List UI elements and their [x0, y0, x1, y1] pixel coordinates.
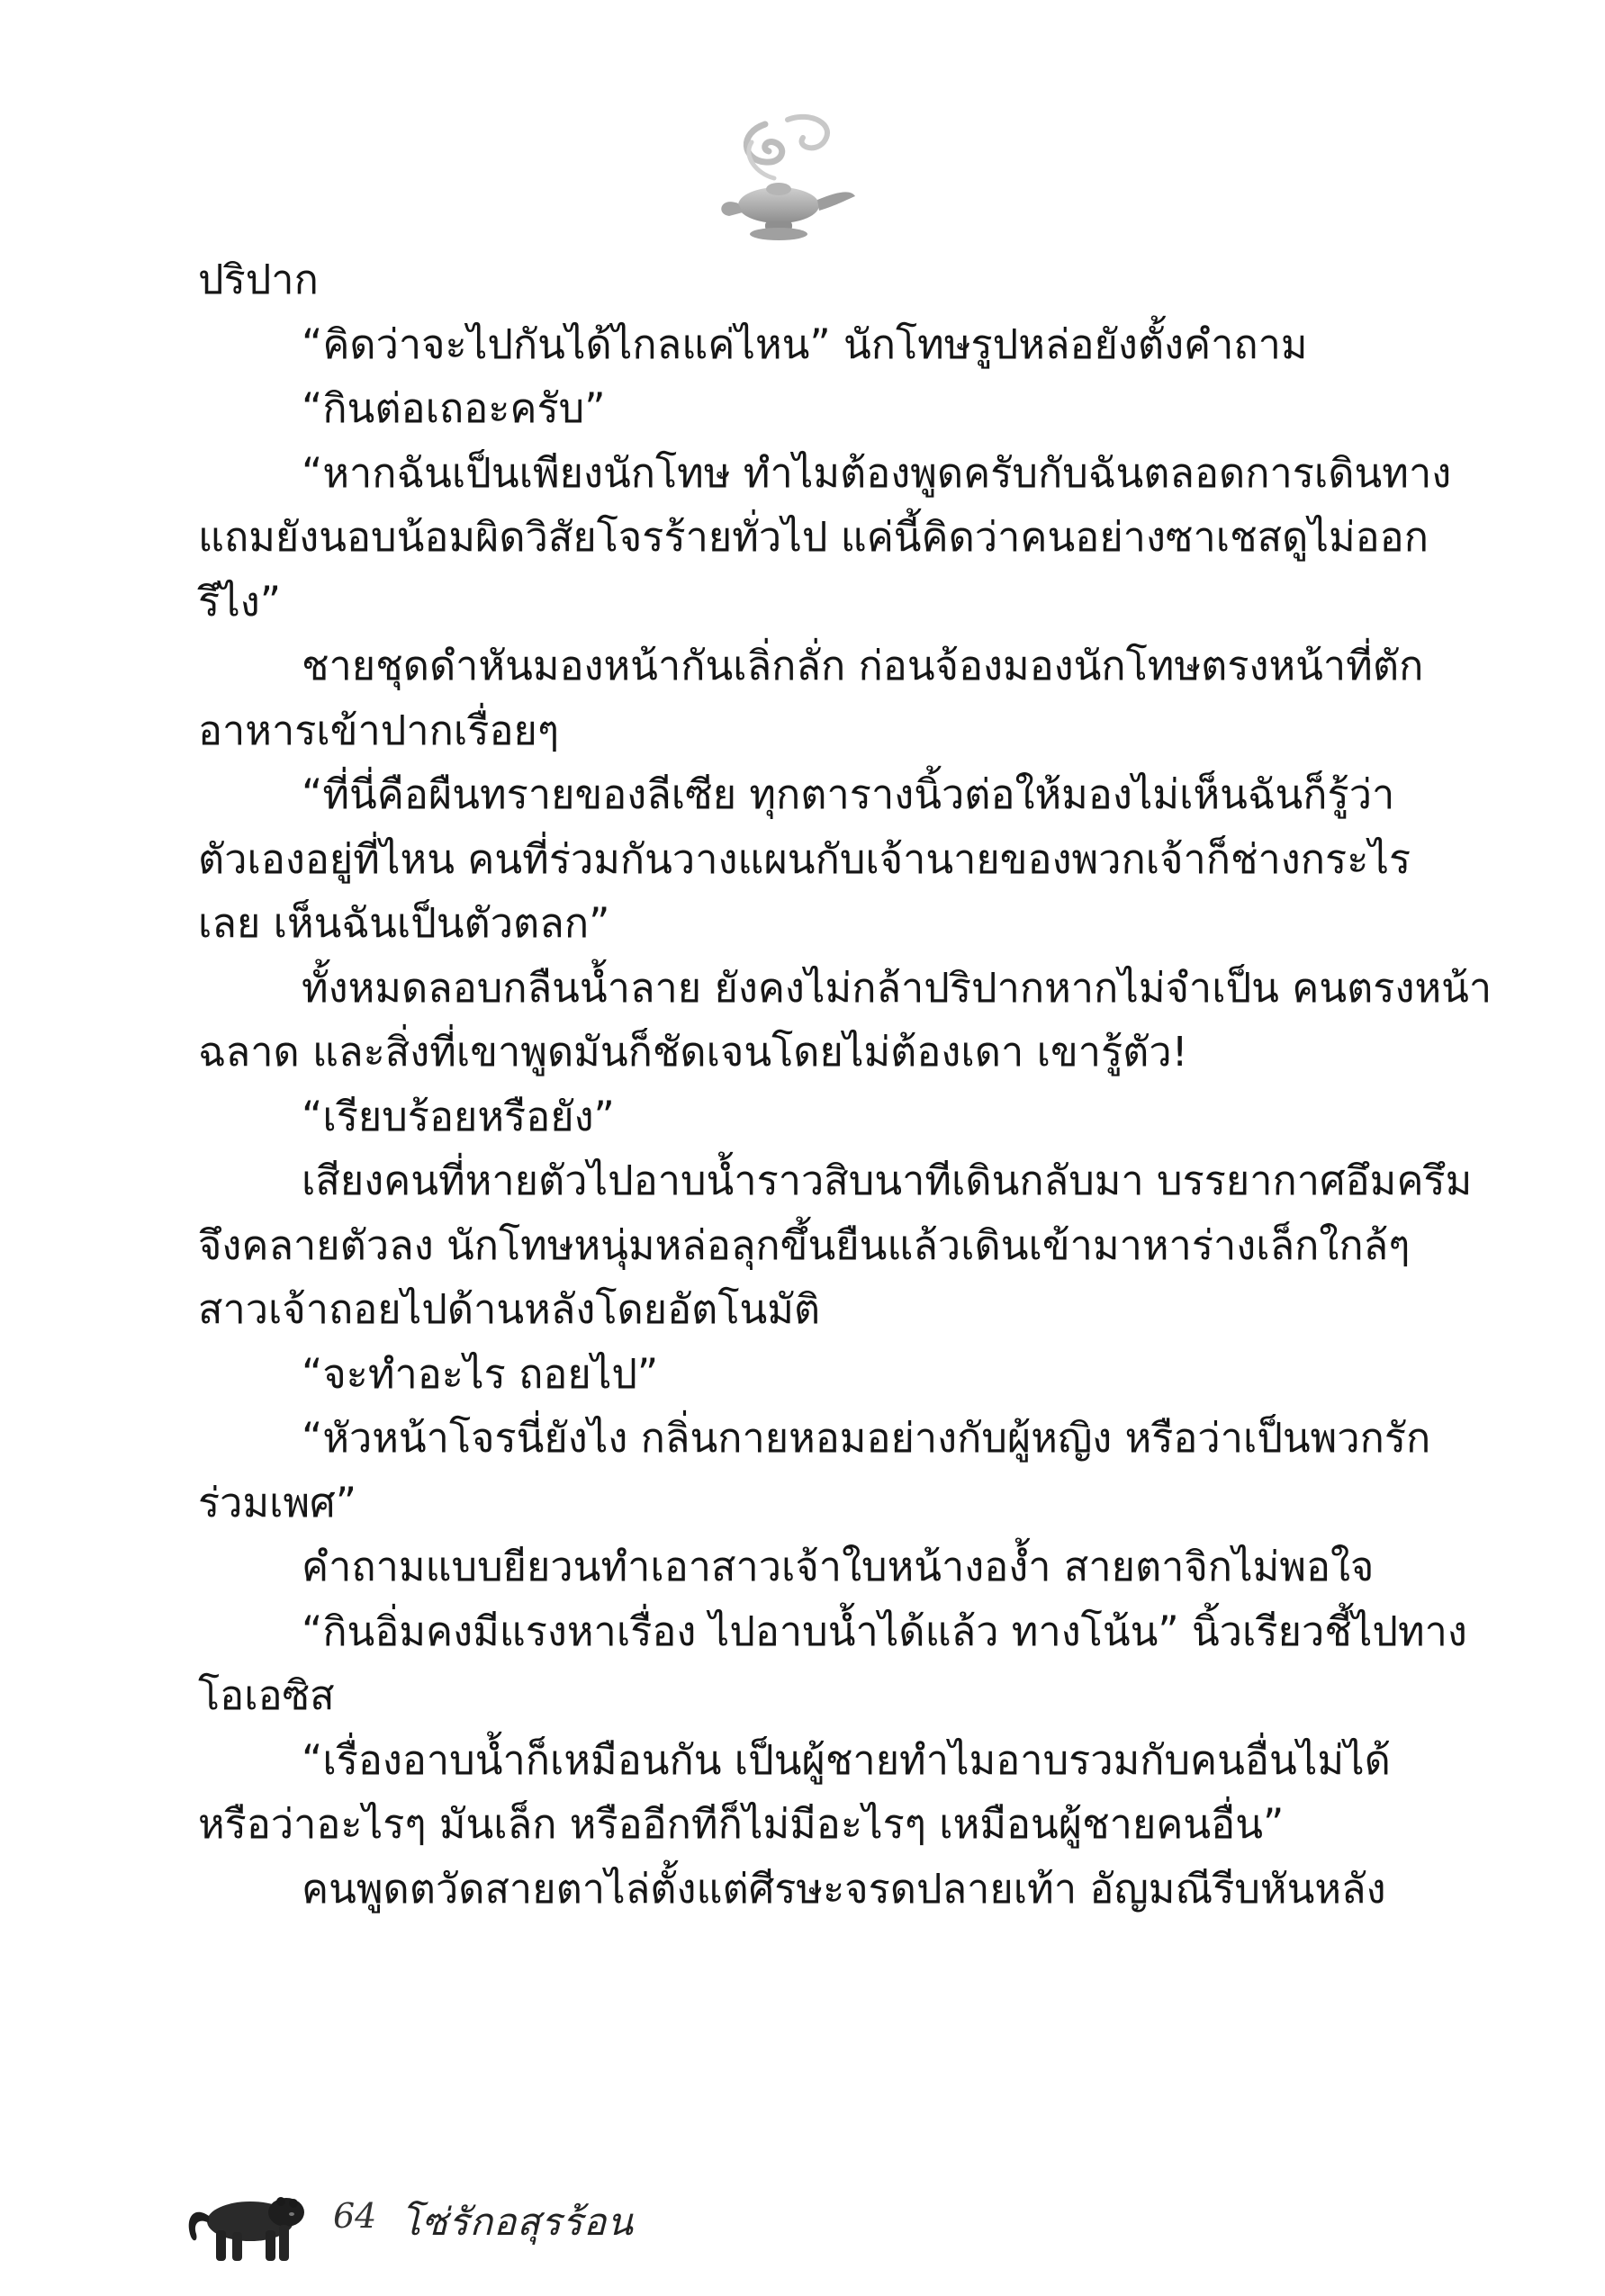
- text-line: หรือว่าอะไรๆ มันเล็ก หรืออีกทีก็ไม่มีอะไรๆ เหมือนผู้ชายคนอื่น”: [198, 1800, 1285, 1848]
- text-line: จึงคลายตัวลง นักโทษหนุ่มหล่อลุกขึ้นยืนแล้วเดินเข้ามาหาร่างเล็กใกล้ๆ: [198, 1220, 1411, 1269]
- text-line: แถมยังนอบน้อมผิดวิสัยโจรร้ายทั่วไป แค่นี้คิดว่าคนอย่างซาเชสดูไม่ออก: [198, 513, 1429, 561]
- text-line: “กินต่อเถอะครับ”: [302, 384, 606, 432]
- page-number: 64: [333, 2196, 377, 2236]
- text-line: เสียงคนที่หายตัวไปอาบน้ำราวสิบนาทีเดินกลับมา บรรยากาศอึมครึม: [302, 1157, 1473, 1204]
- text-line: “จะทำอะไร ถอยไป”: [302, 1349, 659, 1398]
- text-line: “เรียบร้อยหรือยัง”: [302, 1092, 615, 1140]
- text-line: ฉลาด และสิ่งที่เขาพูดมันก็ชัดเจนโดยไม่ต้องเดา เขารู้ตัว!: [198, 1028, 1188, 1076]
- text-line: ปริปาก: [198, 256, 319, 303]
- text-line: คนพูดตวัดสายตาไล่ตั้งแต่ศีรษะจรดปลายเท้า อัญมณีรีบหันหลัง: [302, 1864, 1386, 1913]
- text-line: “คิดว่าจะไปกันได้ไกลแค่ไหน” นักโทษรูปหล่อยังตั้งคำถาม: [302, 320, 1308, 368]
- text-line: ทั้งหมดลอบกลืนน้ำลาย ยังคงไม่กล้าปริปากหากไม่จำเป็น คนตรงหน้า: [302, 963, 1492, 1012]
- text-line: อาหารเข้าปากเรื่อยๆ: [198, 706, 560, 754]
- text-line: “หัวหน้าโจรนี่ยังไง กลิ่นกายหอมอย่างกับผู้หญิง หรือว่าเป็นพวกรัก: [302, 1414, 1431, 1462]
- text-line: ร่วมเพศ”: [198, 1478, 357, 1526]
- text-line: ตัวเองอยู่ที่ไหน คนที่ร่วมกันวางแผนกับเจ้านายของพวกเจ้าก็ช่างกระไร: [198, 834, 1411, 883]
- magic-lamp-icon: [702, 106, 864, 250]
- text-line: เลย เห็นฉันเป็นตัวตลก”: [198, 899, 610, 947]
- book-title: โซ่รักอสุรร้อน: [401, 2200, 634, 2244]
- page-footer: [180, 2178, 720, 2268]
- text-line: “ที่นี่คือผืนทรายของลีเซีย ทุกตารางนิ้วต่อให้มองไม่เห็นฉันก็รู้ว่า: [302, 770, 1395, 818]
- body-text: [198, 248, 1492, 1921]
- text-line: รึไง”: [198, 577, 282, 626]
- text-line: ชายชุดดำหันมองหน้ากันเลิ่กลั่ก ก่อนจ้องมองนักโทษตรงหน้าที่ตัก: [302, 642, 1424, 689]
- text-line: “เรื่องอาบน้ำก็เหมือนกัน เป็นผู้ชายทำไมอาบรวมกับคนอื่นไม่ได้: [302, 1735, 1391, 1784]
- black-panther-icon: [180, 2178, 315, 2268]
- text-line: “กินอิ่มคงมีแรงหาเรื่อง ไปอาบน้ำได้แล้ว ทางโน้น” นิ้วเรียวชี้ไปทาง: [302, 1607, 1467, 1655]
- text-line: สาวเจ้าถอยไปด้านหลังโดยอัตโนมัติ: [198, 1285, 821, 1333]
- text-line: “หากฉันเป็นเพียงนักโทษ ทำไมต้องพูดครับกับฉันตลอดการเดินทาง: [302, 448, 1452, 497]
- text-line: คำถามแบบยียวนทำเอาสาวเจ้าใบหน้างอง้ำ สายตาจิกไม่พอใจ: [302, 1543, 1375, 1590]
- text-line: โอเอซิส: [198, 1671, 335, 1719]
